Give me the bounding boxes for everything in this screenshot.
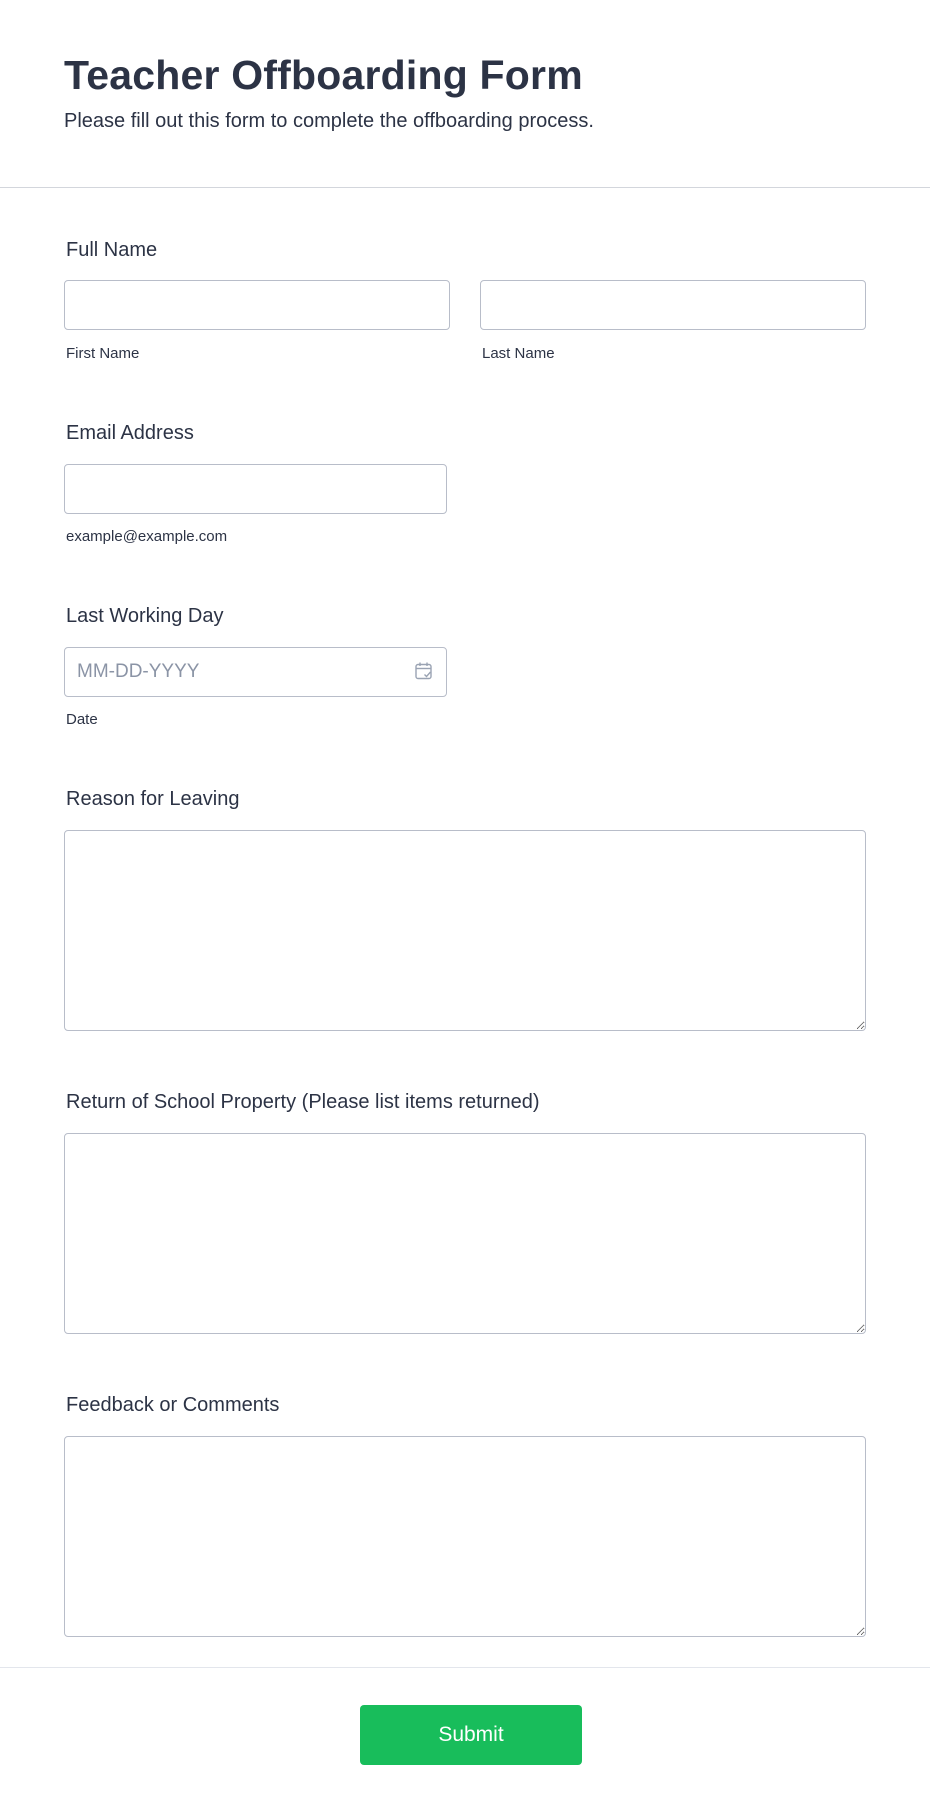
full-name-label: Full Name <box>66 239 158 261</box>
first-name-sublabel: First Name <box>66 345 140 362</box>
first-name-input[interactable] <box>64 280 450 330</box>
form-header <box>0 0 930 188</box>
date-input[interactable] <box>64 647 447 697</box>
feedback-label: Feedback or Comments <box>66 1394 280 1416</box>
page-title: Teacher Offboarding Form <box>64 52 583 98</box>
property-label: Return of School Property (Please list items returned) <box>66 1091 540 1113</box>
footer-divider <box>0 1667 930 1668</box>
last-name-sublabel: Last Name <box>482 345 555 362</box>
email-sublabel: example@example.com <box>66 528 228 545</box>
submit-button[interactable]: Submit <box>360 1705 582 1765</box>
calendar-icon[interactable] <box>414 661 434 681</box>
reason-textarea[interactable] <box>64 830 866 1031</box>
page-subtitle: Please fill out this form to complete the offboarding process. <box>64 110 594 132</box>
feedback-textarea[interactable] <box>64 1436 866 1637</box>
date-sublabel: Date <box>66 711 98 728</box>
property-textarea[interactable] <box>64 1133 866 1334</box>
last-name-input[interactable] <box>480 280 866 330</box>
email-label: Email Address <box>66 422 194 444</box>
last-working-day-label: Last Working Day <box>66 605 224 627</box>
reason-label: Reason for Leaving <box>66 788 240 810</box>
email-input[interactable] <box>64 464 447 514</box>
